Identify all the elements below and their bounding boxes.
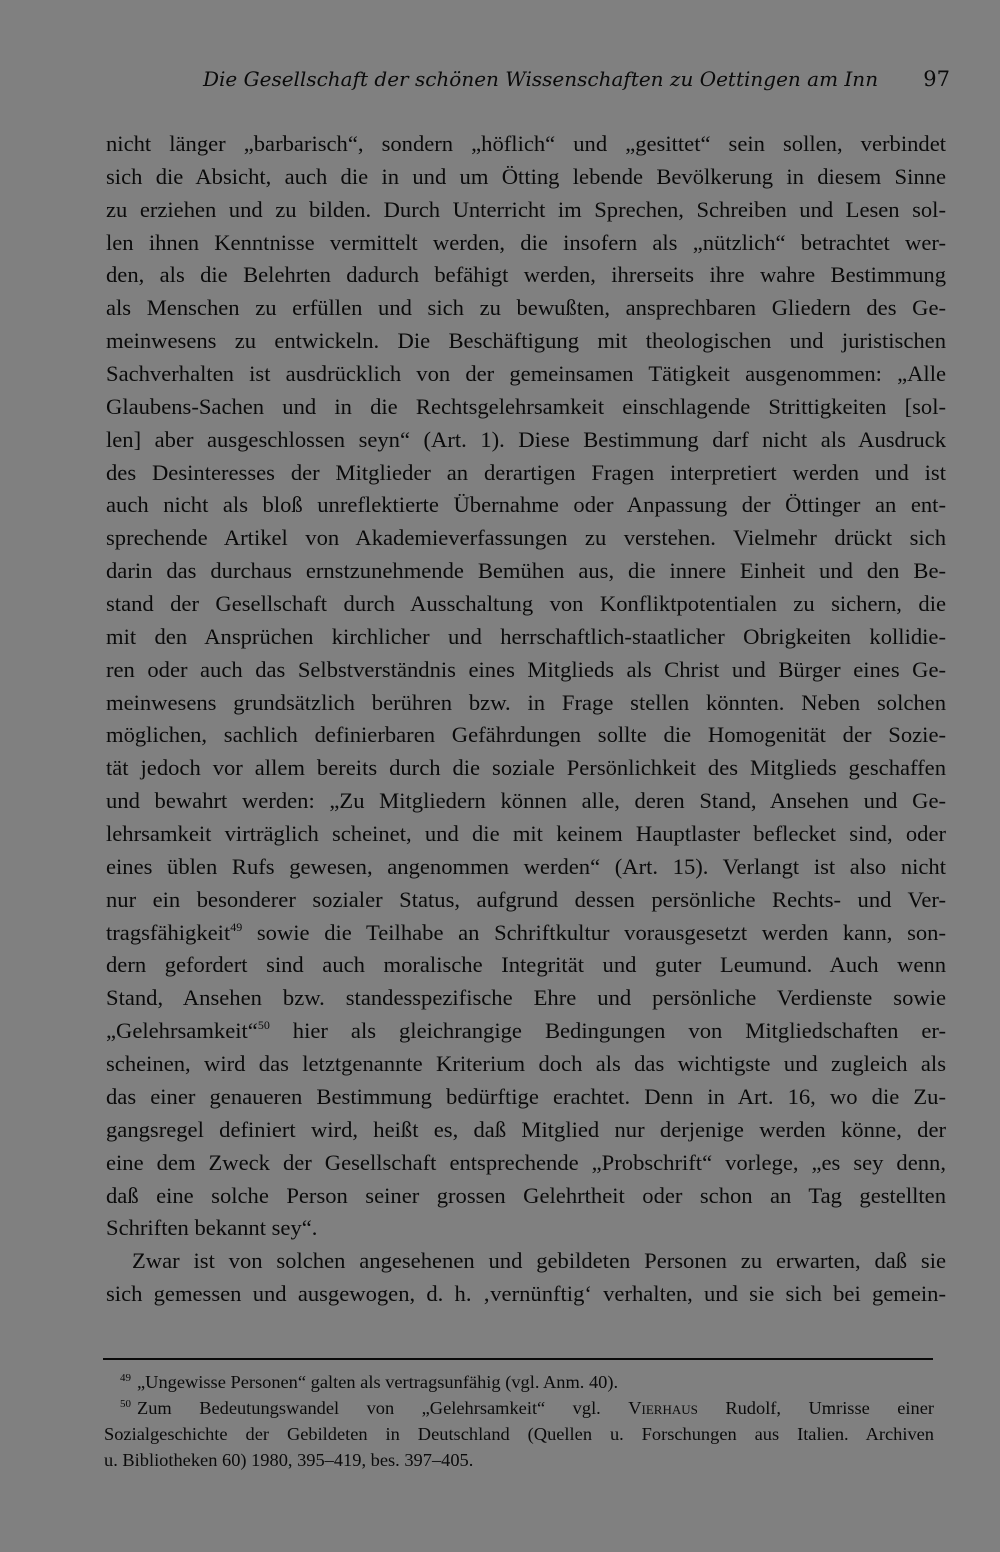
running-head (105, 62, 950, 96)
running-title: Die Gesellschaft der schönen Wissenschaften zu Oettingen am Inn (203, 67, 879, 91)
text-line: len] aber ausgeschlossen seyn“ (Art. 1). Diese Bestimmung darf nicht als Ausdruck (106, 426, 946, 452)
text-line: darin das durchaus ernstzunehmende Bemühen aus, die innere Einheit und den Be- (106, 558, 946, 584)
text-line: eines üblen Rufs gewesen, angenommen werden“ (Art. 15). Verlangt ist also nicht (106, 853, 946, 879)
text-line: sprechende Artikel von Akademieverfassungen zu verstehen. Vielmehr drückt sich (106, 525, 946, 551)
text-line: daß eine solche Person seiner grossen Gelehrtheit oder schon an Tag gestellten (106, 1182, 946, 1208)
text-line-with-note-50 (106, 1015, 946, 1048)
text-line: nur ein besonderer sozialer Status, aufgrund dessen persönliche Rechts- und Ver- (106, 886, 946, 912)
text-line: Sachverhalten ist ausdrücklich von der gemeinsamen Tätigkeit ausgenommen: „Alle (106, 361, 946, 387)
footnote-text: „Ungewisse Personen“ galten als vertragsunfähig (vgl. Anm. 40). (137, 1372, 619, 1392)
text-line: Stand, Ansehen bzw. standesspezifische Ehre und persönliche Verdienste sowie (106, 985, 946, 1011)
page-number: 97 (923, 67, 950, 91)
text-line: len ihnen Kenntnisse vermittelt werden, die insofern als „nützlich“ betrachtet wer- (106, 229, 946, 255)
text-line: stand der Gesellschaft durch Ausschaltung von Konfliktpotentialen zu sichern, die (106, 591, 946, 617)
footnote-50 (104, 1395, 934, 1421)
text-line: ren oder auch das Selbstverständnis eines Mitglieds als Christ und Bürger eines Ge- (106, 656, 946, 682)
text-line: Schriften bekannt sey“. (106, 1215, 318, 1241)
footnote-line: u. Bibliotheken 60) 1980, 395–419, bes. 397–405. (104, 1450, 474, 1470)
footnote-mark: 49 (120, 1372, 131, 1384)
footnote-text: Rudolf, Umrisse einer (697, 1398, 934, 1418)
text-line: eine dem Zweck der Gesellschaft entsprechende „Probschrift“ vorlege, „es sey denn, (106, 1149, 946, 1175)
text-line: den, als die Belehrten dadurch befähigt werden, ihrerseits ihre wahre Bestimmung (106, 262, 946, 288)
paragraph-start-line: Zwar ist von solchen angesehenen und gebildeten Personen zu erwarten, daß sie (132, 1248, 946, 1274)
footnote-49 (104, 1369, 934, 1395)
author-name: Vierhaus (628, 1398, 698, 1418)
text-line: möglichen, sachlich definierbaren Gefährdungen sollte die Homogenität der Sozie- (106, 722, 946, 748)
footnote-ref-50: 50 (257, 1018, 270, 1033)
footnote-mark: 50 (120, 1398, 131, 1410)
text-line: meinwesens grundsätzlich berühren bzw. in Frage stellen könnten. Neben solchen (106, 689, 946, 715)
footnote-line: Sozialgeschichte der Gebildeten in Deutschland (Quellen u. Forschungen aus Italien. Archiven (104, 1424, 934, 1444)
text-line: scheinen, wird das letztgenannte Kriterium doch als das wichtigste und zugleich als (106, 1051, 946, 1077)
text-line: tät jedoch vor allem bereits durch die soziale Persönlichkeit des Mitglieds geschaffen (106, 755, 946, 781)
text-line: meinwesens zu entwickeln. Die Beschäftigung mit theologischen und juristischen (106, 328, 946, 354)
text-segment: hier als gleichrangige Bedingungen von Mitgliedschaften er- (269, 1018, 946, 1044)
text-line: gangsregel definiert wird, heißt es, daß Mitglied nur derjenige werden könne, der (106, 1116, 946, 1142)
text-line: nicht länger „barbarisch“, sondern „höflich“ und „gesittet“ sein sollen, verbindet (106, 131, 946, 156)
text-segment: sowie die Teilhabe an Schriftkultur vorausgesetzt werden kann, son- (242, 919, 946, 945)
text-line: dern gefordert sind auch moralische Integrität und guter Leumund. Auch wenn (106, 952, 946, 978)
text-line: Glaubens-Sachen und in die Rechtsgelehrsamkeit einschlagende Strittigkeiten [sol- (106, 393, 946, 419)
text-line: als Menschen zu erfüllen und sich zu bewußten, ansprechbaren Gliedern des Ge- (106, 295, 946, 321)
text-line: zu erziehen und zu bilden. Durch Unterricht im Sprechen, Schreiben und Lesen sol- (106, 196, 946, 222)
text-line: und bewahrt werden: „Zu Mitgliedern können alle, deren Stand, Ansehen und Ge- (106, 788, 946, 814)
footnote-ref-49: 49 (230, 919, 243, 934)
text-line: sich gemessen und ausgewogen, d. h. ‚vernünftig‘ verhalten, und sie sich bei gemein- (106, 1281, 946, 1307)
text-line: das einer genaueren Bestimmung bedürftige erachtet. Denn in Art. 16, wo die Zu- (106, 1083, 946, 1109)
text-line: mit den Ansprüchen kirchlicher und herrschaftlich-staatlicher Obrigkeiten kollidie- (106, 623, 946, 649)
text-line-with-note-49 (106, 917, 946, 950)
text-line: auch nicht als bloß unreflektierte Übernahme oder Anpassung der Öttinger an ent- (106, 492, 946, 518)
text-line: des Desinteresses der Mitglieder an derartigen Fragen interpretiert werden und ist (106, 459, 946, 485)
text-line: sich die Absicht, auch die in und um Ötting lebende Bevölkerung in diesem Sinne (106, 163, 946, 189)
body-text (106, 128, 946, 1311)
footnote-text: Zum Bedeutungswandel von „Gelehrsamkeit“ vgl. (137, 1398, 629, 1418)
footnotes (104, 1369, 934, 1473)
text-line: lehrsamkeit virträglich scheinet, und die mit keinem Hauptlaster beflecket sind, oder (106, 821, 946, 847)
footnote-separator (103, 1358, 933, 1360)
text-segment: tragsfähigkeit (106, 919, 231, 945)
text-segment: „Gelehrsamkeit“ (106, 1018, 258, 1044)
